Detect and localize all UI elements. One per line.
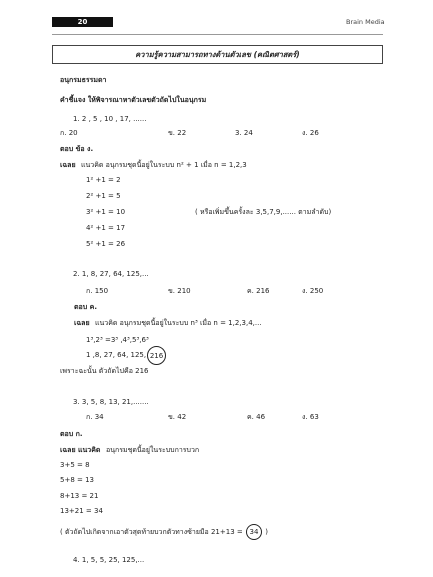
q3-step-2: 5+8 = 13 xyxy=(60,476,94,484)
q3-note-close: ) xyxy=(265,528,268,536)
q2-explain-label: เฉลย xyxy=(74,319,90,327)
q1-answer: ตอบ ข้อ ง. xyxy=(60,145,94,153)
q3-circled-answer: 34 xyxy=(246,524,262,540)
q3-choice-b: ข. 42 xyxy=(168,413,187,421)
q3-explain-label: เฉลย แนวคิด xyxy=(60,446,101,454)
q1-note: ( หรือเพิ่มขึ้นครั้งละ 3,5,7,9,...... ตามลำดับ) xyxy=(195,208,332,216)
q3-explanation: อนุกรมชุดนี้อยู่ในระบบการบวก xyxy=(106,446,200,454)
q2-conclusion: เพราะฉะนั้น ตัวถัดไปคือ 216 xyxy=(60,367,149,375)
q1-sequence: 1. 2 , 5 , 10 , 17, ...... xyxy=(73,115,147,123)
q3-step-3: 8+13 = 21 xyxy=(60,492,99,500)
q1-choice-b: ข. 22 xyxy=(168,129,187,137)
instruction-text: คำชี้แจง ให้พิจารณาหาตัวเลขตัวถัดไปในอนุกรม xyxy=(60,96,207,104)
q3-choice-a: ก. 34 xyxy=(86,413,104,421)
q1-step-4: 4² +1 = 17 xyxy=(86,224,126,232)
q1-choice-a: ก. 20 xyxy=(60,129,78,137)
q2-choice-a: ก. 150 xyxy=(86,287,109,295)
header-divider xyxy=(52,34,383,35)
q1-explain-label: เฉลย xyxy=(60,161,76,169)
q2-choice-b: ข. 210 xyxy=(168,287,191,295)
q3-answer: ตอบ ก. xyxy=(60,430,83,438)
q3-choice-c: ค. 46 xyxy=(247,413,266,421)
q2-line-2: 1 ,8, 27, 64, 125, xyxy=(86,351,147,359)
q1-step-1: 1² +1 = 2 xyxy=(86,176,121,184)
publisher-name: Brain Media xyxy=(346,18,385,26)
page-title: ความรู้ความสามารถทางด้านตัวเลข (คณิตศาสตร์) xyxy=(52,45,383,64)
page-number-badge: 20 xyxy=(52,17,113,27)
q1-explanation: แนวคิด อนุกรมชุดนี้อยู่ในระบบ n² + 1 เมื่อ n = 1,2,3 xyxy=(81,161,247,169)
q2-explanation: แนวคิด อนุกรมชุดนี้อยู่ในระบบ n³ เมื่อ n = 1,2,3,4,... xyxy=(95,319,262,327)
q4-sequence: 4. 1, 5, 5, 25, 125,... xyxy=(73,556,145,564)
section-title: อนุกรมธรรมดา xyxy=(60,76,107,84)
q1-step-3: 3² +1 = 10 xyxy=(86,208,126,216)
q1-choice-d: ง. 26 xyxy=(302,129,319,137)
q3-sequence: 3. 3, 5, 8, 13, 21,....... xyxy=(73,398,149,406)
q2-choice-c: ค. 216 xyxy=(247,287,270,295)
q2-line-1: 1³,2³ =3³ ,4³,5³,6³ xyxy=(86,336,149,344)
q3-note-text: ( ตัวถัดไปเกิดจากเอาตัวสุดท้ายบวกตัวทางซ้ายมือ 21+13 = xyxy=(60,528,243,536)
q2-answer: ตอบ ค. xyxy=(74,303,97,311)
q2-choice-d: ง. 250 xyxy=(302,287,324,295)
q1-step-2: 2² +1 = 5 xyxy=(86,192,121,200)
q1-step-5: 5² +1 = 26 xyxy=(86,240,126,248)
q2-sequence: 2. 1, 8, 27, 64, 125,... xyxy=(73,270,149,278)
q3-step-1: 3+5 = 8 xyxy=(60,461,90,469)
q3-step-4: 13+21 = 34 xyxy=(60,507,103,515)
q3-choice-d: ง. 63 xyxy=(302,413,319,421)
q2-circled-answer: 216 xyxy=(147,346,166,365)
q3-note xyxy=(60,524,268,540)
q1-choice-c: 3. 24 xyxy=(235,129,253,137)
